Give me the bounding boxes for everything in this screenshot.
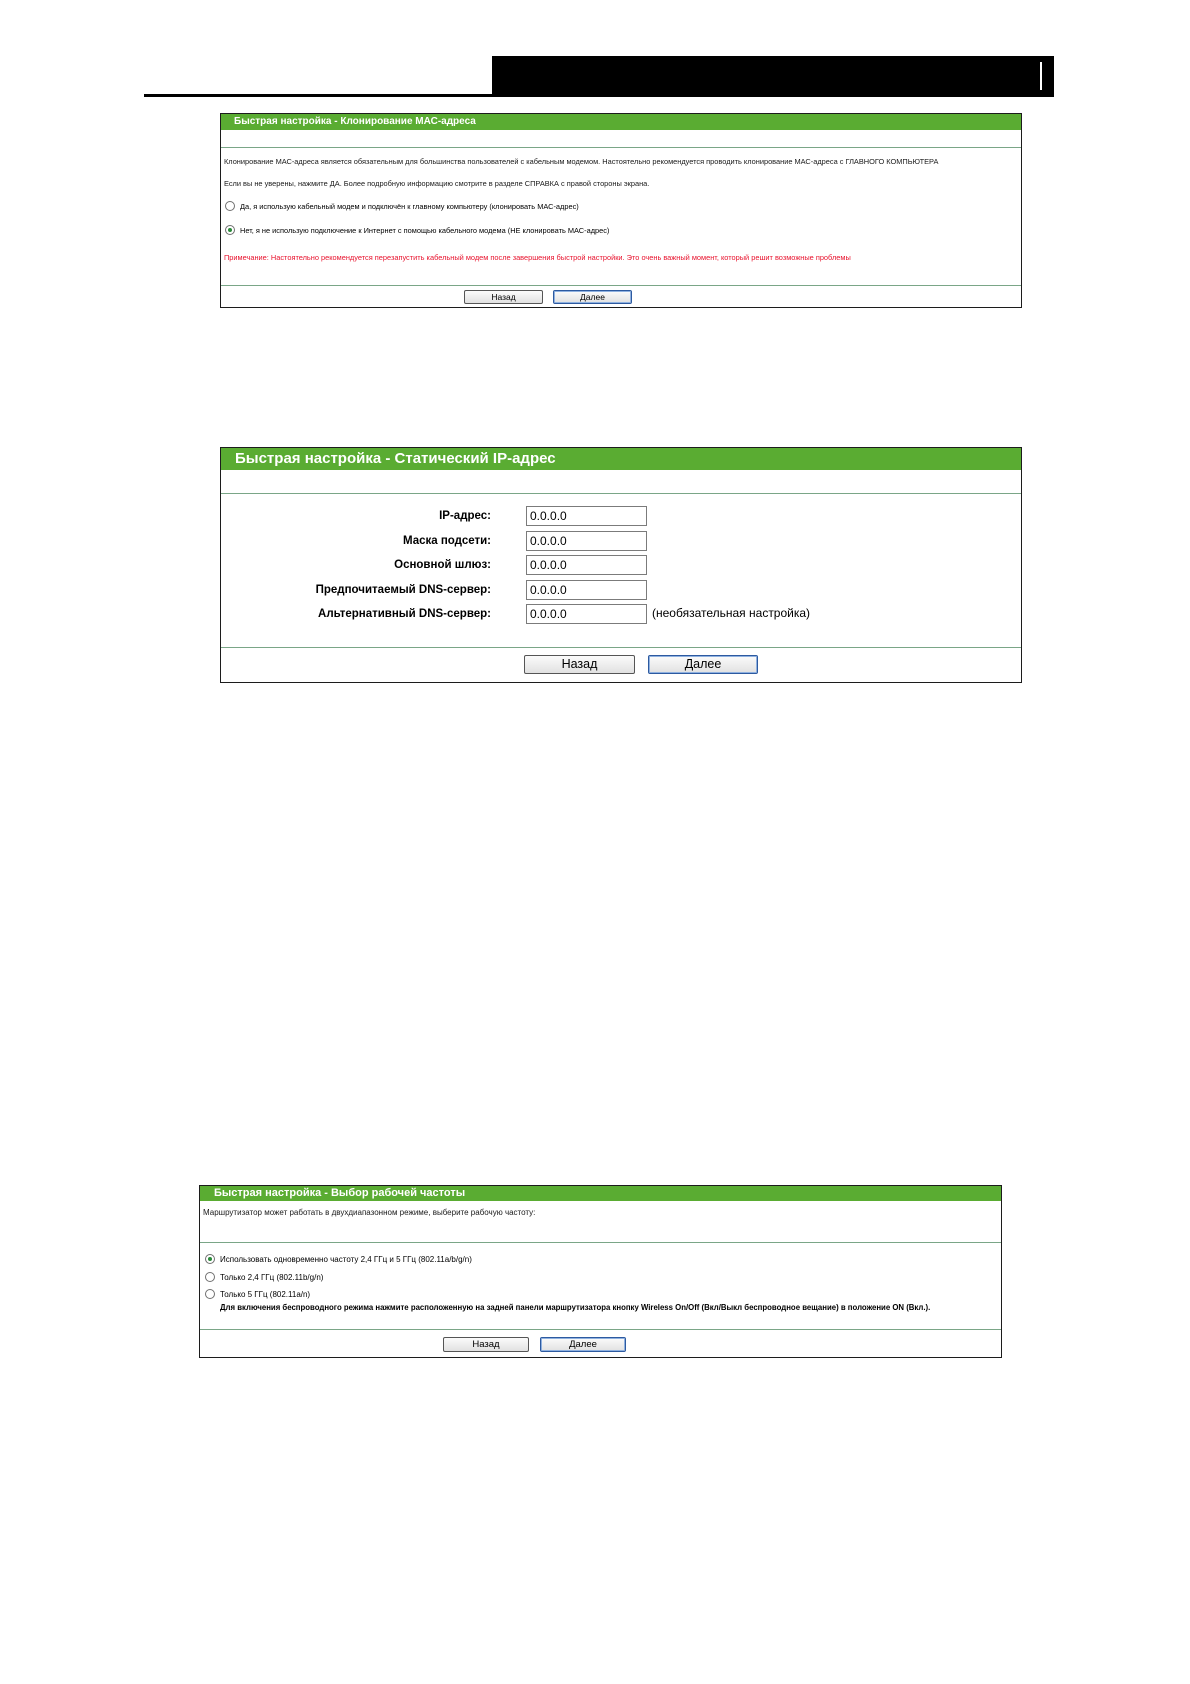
no-clone-mac-option-label: Нет, я не использую подключение к Интернет с помощью кабельного модема (НЕ клонировать МАС-адрес) [240, 225, 610, 235]
no-clone-mac-option[interactable] [225, 225, 609, 235]
next-button[interactable]: Далее [540, 1337, 626, 1352]
subnet-mask-input[interactable] [526, 531, 647, 551]
secondary-dns-label: Альтернативный DNS-сервер: [318, 608, 491, 620]
clone-mac-option[interactable] [225, 201, 579, 211]
band-dual-radio[interactable] [205, 1254, 215, 1264]
ip-address-label: IP-адрес: [439, 510, 491, 522]
band-dual-label: Использовать одновременно частоту 2,4 ГГц и 5 ГГц (802.11a/b/g/n) [220, 1254, 472, 1264]
divider [221, 147, 1021, 148]
clone-mac-radio[interactable] [225, 201, 235, 211]
no-clone-mac-radio[interactable] [225, 225, 235, 235]
band-5ghz-label: Только 5 ГГц (802.11a/n) [220, 1289, 311, 1299]
subnet-mask-label: Маска подсети: [403, 535, 491, 547]
band-24ghz-option[interactable] [205, 1272, 323, 1282]
page-header-bar [492, 56, 1054, 96]
band-24ghz-label: Только 2,4 ГГц (802.11b/g/n) [220, 1272, 324, 1282]
next-button[interactable]: Далее [648, 655, 758, 674]
band-dual-option[interactable] [205, 1254, 472, 1264]
band-5ghz-radio[interactable] [205, 1289, 215, 1299]
back-button[interactable]: Назад [464, 290, 543, 304]
mac-clone-hint: Если вы не уверены, нажмите ДА. Более подробную информацию смотрите в разделе СПРАВКА с правой стороны экрана. [224, 179, 650, 188]
secondary-dns-input[interactable] [526, 604, 647, 624]
next-button[interactable]: Далее [553, 290, 632, 304]
page-header-rule [144, 94, 1054, 97]
band-select-panel [199, 1185, 1002, 1358]
default-gateway-input[interactable] [526, 555, 647, 575]
panel-title: Быстрая настройка - Клонирование МАС-адреса [221, 114, 1021, 130]
divider [200, 1242, 1001, 1243]
back-button[interactable]: Назад [524, 655, 635, 674]
mac-clone-panel [220, 113, 1022, 308]
primary-dns-label: Предпочитаемый DNS-сервер: [315, 584, 491, 596]
primary-dns-input[interactable] [526, 580, 647, 600]
wireless-switch-note: Для включения беспроводного режима нажмите расположенную на задней панели маршрутизатора кнопку Wireless On/Off (Вкл/Выкл беспроводное вещание) в положение ON (Вкл.). [220, 1303, 931, 1312]
mac-clone-description: Клонирование МАС-адреса является обязательным для большинства пользователей с кабельным модемом. Настоятельно рекомендуется проводить клонирование МАС-адреса с ГЛАВНОГО КОМПЬЮТЕРА [224, 157, 939, 166]
restart-modem-note: Примечание: Настоятельно рекомендуется перезапустить кабельный модем после завершения быстрой настройки. Это очень важный момент, который решит возможные проблемы [224, 253, 851, 262]
default-gateway-label: Основной шлюз: [394, 559, 491, 571]
static-ip-panel [220, 447, 1022, 683]
band-5ghz-option[interactable] [205, 1289, 310, 1299]
optional-setting-hint: (необязательная настройка) [652, 606, 811, 620]
divider [221, 647, 1021, 648]
divider [221, 493, 1021, 494]
divider [200, 1329, 1001, 1330]
ip-address-input[interactable] [526, 506, 647, 526]
page-header-tick [1040, 62, 1042, 90]
panel-title: Быстрая настройка - Выбор рабочей частоты [200, 1186, 1001, 1201]
panel-title: Быстрая настройка - Статический IP-адрес [221, 448, 1021, 470]
divider [221, 285, 1021, 286]
band-24ghz-radio[interactable] [205, 1272, 215, 1282]
clone-mac-option-label: Да, я использую кабельный модем и подключён к главному компьютеру (клонировать МАС-адрес) [240, 201, 579, 211]
band-description: Маршрутизатор может работать в двухдиапазонном режиме, выберите рабочую частоту: [203, 1208, 536, 1217]
back-button[interactable]: Назад [443, 1337, 529, 1352]
